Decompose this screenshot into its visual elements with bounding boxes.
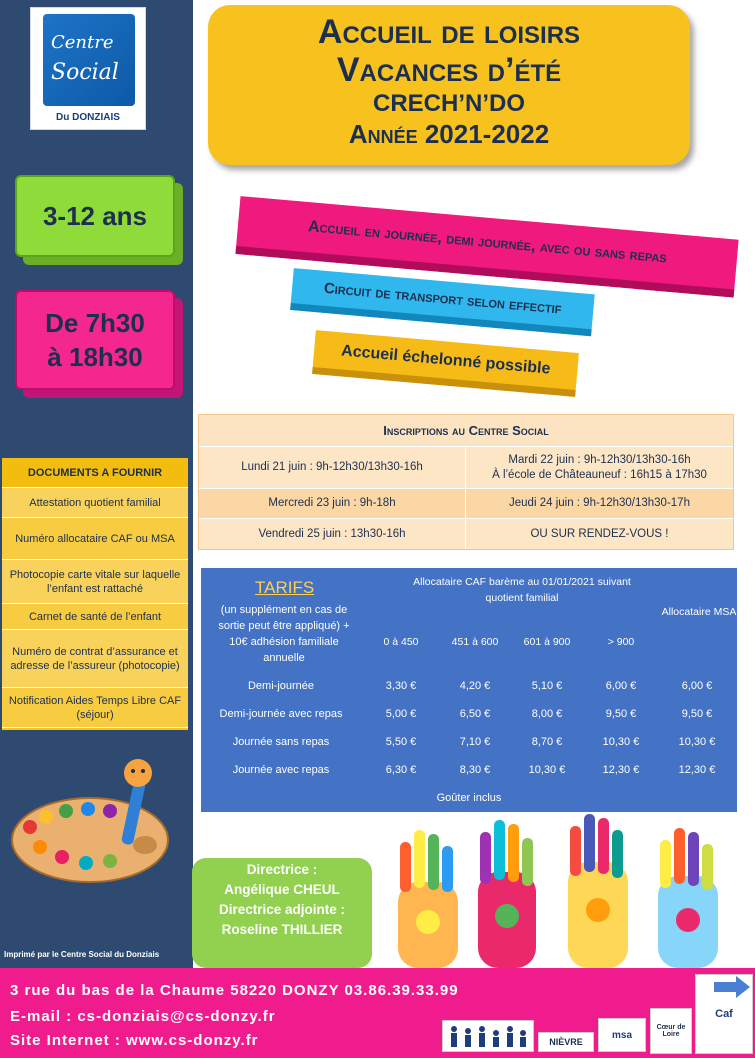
documents-list — [2, 458, 188, 730]
banner-day-options: Accueil en journée, demi journée, avec ou sans repas — [235, 196, 738, 297]
title-line3: CRECH’N’DO — [372, 90, 525, 117]
logo-subtitle: Du DONZIAIS — [56, 112, 120, 123]
title-line1: Accueil de loisirs — [317, 13, 581, 51]
document-item: Numéro de contrat d’assurance et adresse de l’assureur (photocopie) — [2, 630, 188, 688]
family-figures-icon — [446, 1023, 530, 1049]
title-banner — [208, 5, 690, 165]
quotient-header: 451 à 600 — [451, 636, 499, 648]
snack-included-note: Goûter inclus — [436, 792, 502, 804]
tariff-price: 8,30 € — [459, 764, 491, 776]
tariff-row-label: Journée avec repas — [232, 764, 330, 776]
document-item: Carnet de santé de l’enfant — [2, 604, 188, 630]
registration-table — [198, 414, 734, 550]
tariff-price: 10,30 € — [678, 736, 716, 748]
tariffs-note: (un supplément en cas de sortie peut être appliqué) + 10€ adhésion familiale annuelle — [218, 604, 350, 664]
tariff-price: 6,30 € — [385, 764, 417, 776]
title-year: Année 2021-2022 — [348, 119, 550, 149]
tariff-row-label: Demi-journée — [247, 680, 315, 692]
tariff-price: 10,30 € — [602, 736, 640, 748]
logo-line2: Social — [51, 60, 119, 85]
directors-box — [192, 858, 372, 968]
tariff-price: 5,10 € — [531, 680, 563, 692]
msa-logo: msa — [598, 1018, 646, 1052]
paint-palette-illustration — [10, 755, 180, 885]
tariff-price: 7,10 € — [459, 736, 491, 748]
nievre-logo: NIÈVRE — [538, 1032, 594, 1052]
caf-header: Allocataire CAF barème au 01/01/2021 suivant quotient familial — [413, 576, 631, 604]
quotient-header: > 900 — [607, 636, 635, 648]
msa-header: Allocataire MSA — [661, 606, 737, 618]
tariff-price: 10,30 € — [528, 764, 566, 776]
tariff-price: 6,00 € — [605, 680, 637, 692]
tariff-price: 3,30 € — [385, 680, 417, 692]
logo-square — [43, 14, 135, 106]
deputy-name: Roseline THILLIER — [221, 922, 343, 937]
title-line2: Vacances d’été — [336, 51, 562, 89]
quotient-header: 0 à 450 — [383, 636, 419, 648]
table-row — [199, 519, 733, 549]
tariff-row-label: Journée sans repas — [232, 736, 330, 748]
tariff-price: 9,50 € — [605, 708, 637, 720]
coeur-de-loire-logo: Cœur de Loire — [650, 1008, 692, 1054]
tariff-price: 9,50 € — [681, 708, 713, 720]
hours-line2: à 18h30 — [47, 342, 143, 372]
tariff-price: 5,00 € — [385, 708, 417, 720]
registration-cell: OU SUR RENDEZ-VOUS ! — [530, 527, 669, 540]
registration-title: Inscriptions au Centre Social — [199, 415, 733, 447]
document-item: Photocopie carte vitale sur laquelle l’enfant est rattaché — [2, 560, 188, 604]
age-range-box: 3-12 ans — [15, 175, 175, 257]
arrow-right-icon — [714, 976, 750, 998]
document-item: Attestation quotient familial — [2, 488, 188, 518]
footer — [0, 968, 755, 1058]
banner-staggered-arrival: Accueil échelonné possible — [312, 330, 579, 397]
tariff-price: 4,20 € — [459, 680, 491, 692]
table-row — [199, 489, 733, 519]
document-item: Numéro allocataire CAF ou MSA — [2, 518, 188, 560]
footer-email[interactable]: E-mail : cs-donziais@cs-donzy.fr — [10, 1008, 276, 1025]
tariff-price: 12,30 € — [602, 764, 640, 776]
tariff-price: 5,50 € — [385, 736, 417, 748]
table-row — [199, 447, 733, 489]
tariff-price: 6,00 € — [681, 680, 713, 692]
registration-cell: Lundi 21 juin : 9h-12h30/13h30-16h — [199, 447, 466, 488]
tariff-price: 12,30 € — [678, 764, 716, 776]
tariff-price: 8,00 € — [531, 708, 563, 720]
tariffs-title: TARIFS — [255, 578, 315, 597]
registration-cell: Mercredi 23 juin : 9h-18h — [199, 489, 466, 518]
footer-website[interactable]: Site Internet : www.cs-donzy.fr — [10, 1032, 259, 1049]
families-partner-logo — [442, 1020, 534, 1052]
hours-line1: De 7h30 — [45, 308, 145, 338]
footer-address: 3 rue du bas de la Chaume 58220 DONZY 03.86.39.33.99 — [10, 982, 459, 999]
tariff-row-label: Demi-journée avec repas — [219, 708, 343, 720]
logo-line1: Centre — [51, 32, 114, 53]
quotient-header: 601 à 900 — [523, 636, 571, 648]
documents-title: DOCUMENTS A FOURNIR — [2, 458, 188, 488]
director-name: Angélique CHEUL — [224, 882, 340, 897]
centre-social-logo — [30, 7, 146, 130]
opening-hours-box — [15, 290, 175, 390]
caf-logo-text: Caf — [715, 1008, 733, 1020]
director-title: Directrice : — [246, 862, 318, 877]
printed-by-note: Imprimé par le Centre Social du Donziais — [4, 950, 160, 959]
deputy-title: Directrice adjointe : — [218, 902, 346, 917]
registration-cell: Vendredi 25 juin : 13h30-16h — [199, 519, 466, 549]
tariffs-table — [201, 568, 737, 812]
tariff-price: 8,70 € — [531, 736, 563, 748]
tariff-price: 6,50 € — [459, 708, 491, 720]
registration-cell: Mardi 22 juin : 9h-12h30/13h30-16h À l’école de Châteauneuf : 16h15 à 17h30 — [492, 453, 707, 481]
document-item: Notification Aides Temps Libre CAF (séjour) — [2, 688, 188, 728]
banner-transport: Circuit de transport selon effectif — [290, 268, 595, 336]
registration-cell: Jeudi 24 juin : 9h-12h30/13h30-17h — [509, 497, 690, 509]
painted-hands-illustration — [378, 812, 752, 968]
